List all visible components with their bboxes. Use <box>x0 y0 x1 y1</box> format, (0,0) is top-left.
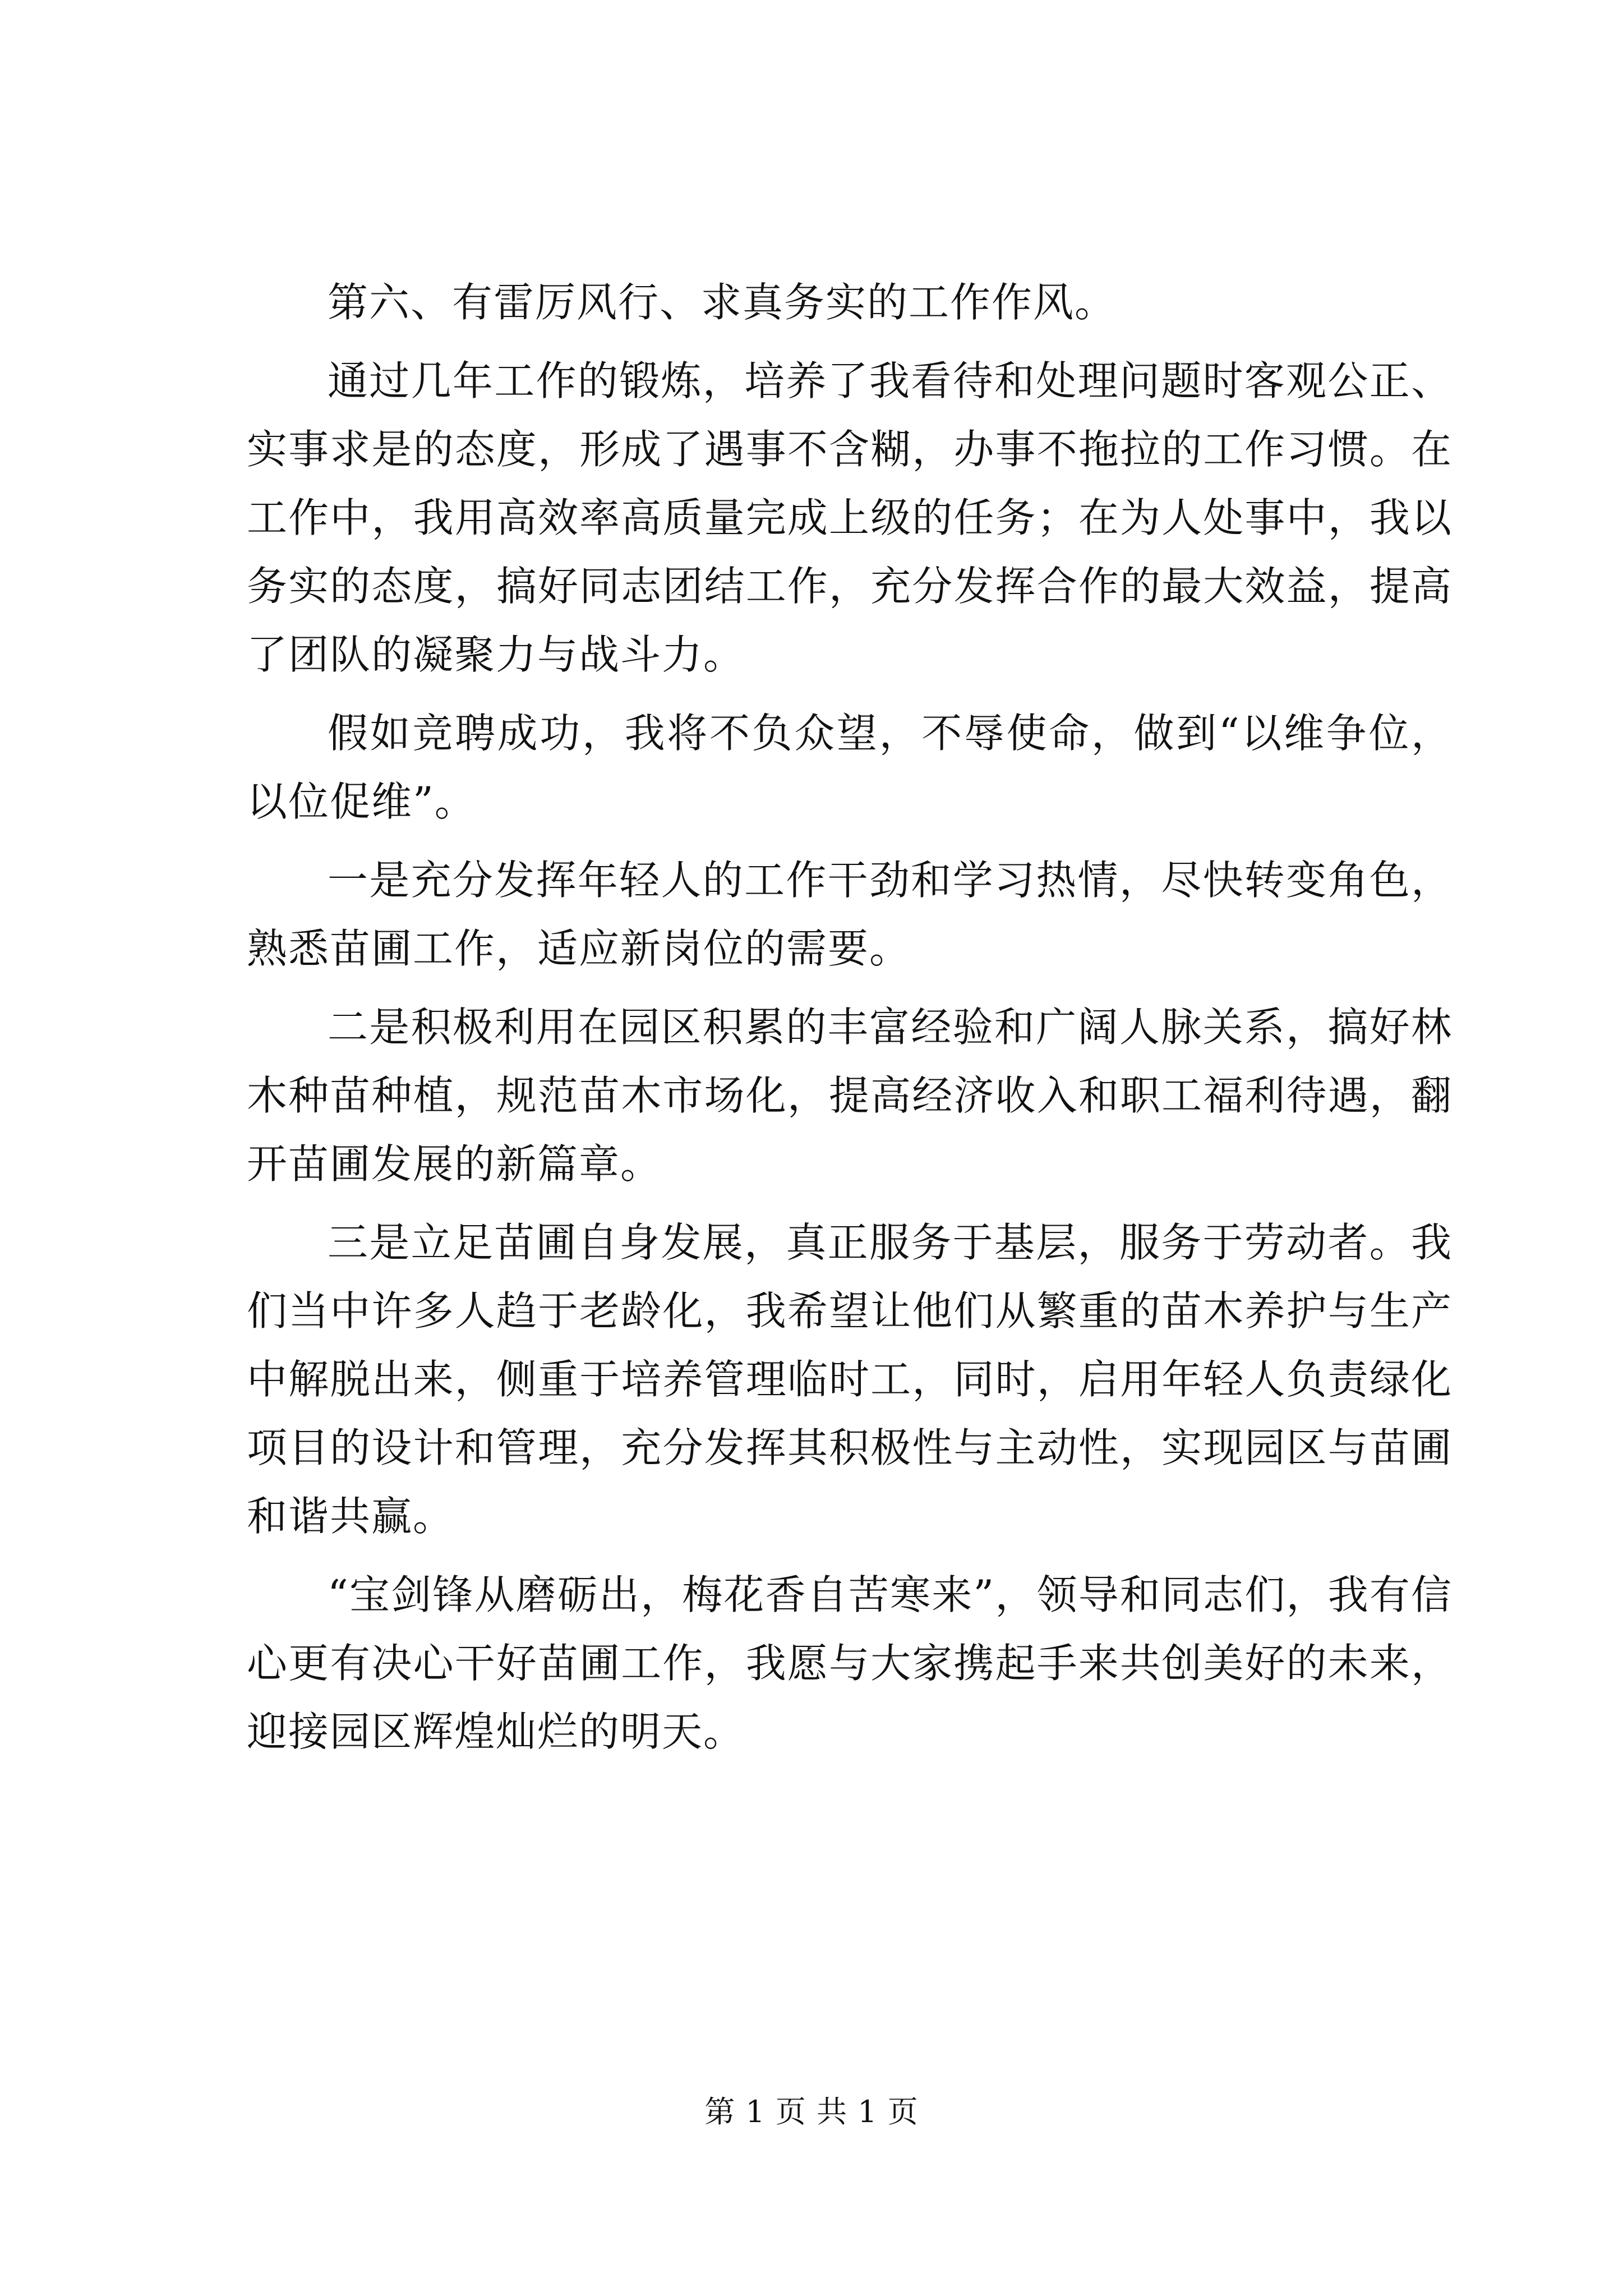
paragraph-4: 一是充分发挥年轻人的工作干劲和学习热情，尽快转变角色，熟悉苗圃工作，适应新岗位的需要。 <box>247 857 1453 972</box>
paragraph-2: 通过几年工作的锻炼，培养了我看待和处理问题时客观公正、实事求是的态度，形成了遇事不含糊，办事不拖拉的工作习惯。在工作中，我用高效率高质量完成上级的任务；在为人处事中，我以务实的态度，搞好同志团结工作，充分发挥合作的最大效益，提高了团队的凝聚力与战斗力。 <box>247 357 1453 678</box>
paragraph-3: 假如竞聘成功，我将不负众望，不辱使命，做到“以维争位，以位促维”。 <box>247 710 1453 825</box>
paragraph-5: 二是积极利用在园区积累的丰富经验和广阔人脉关系，搞好林木种苗种植，规范苗木市场化，提高经济收入和职工福利待遇，翻开苗圃发展的新篇章。 <box>247 1004 1453 1188</box>
paragraph-7: “宝剑锋从磨砺出，梅花香自苦寒来”，领导和同志们，我有信心更有决心干好苗圃工作，我愿与大家携起手来共创美好的未来，迎接园区辉煌灿烂的明天。 <box>247 1571 1453 1755</box>
document-body <box>247 268 1453 1776</box>
paragraph-6: 三是立足苗圃自身发展，真正服务于基层，服务于劳动者。我们当中许多人趋于老龄化，我希望让他们从繁重的苗木养护与生产中解脱出来，侧重于培养管理临时工，同时，启用年轻人负责绿化项目的设计和管理，充分发挥其积极性与主动性，实现园区与苗圃和谐共赢。 <box>247 1219 1453 1540</box>
page-footer: 第 1 页 共 1 页 <box>704 2094 919 2129</box>
paragraph-1: 第六、有雷厉风行、求真务实的工作作风。 <box>328 279 1117 326</box>
